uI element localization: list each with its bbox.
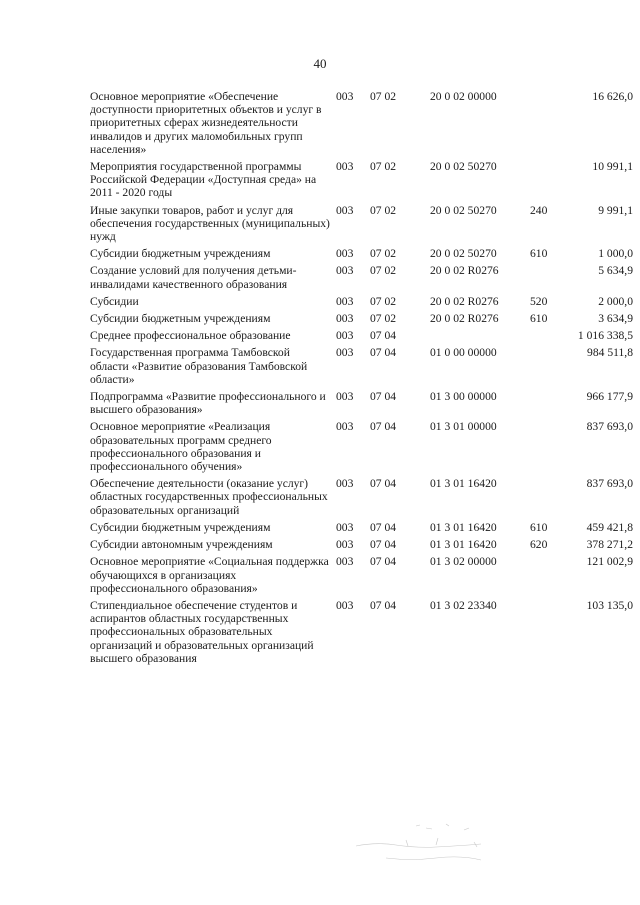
table-row [90, 599, 633, 669]
section-code: 07 04 [370, 538, 397, 552]
amount-value: 5 634,9 [598, 264, 633, 278]
expense-type-code: 610 [530, 520, 548, 534]
expense-type-code [530, 420, 570, 477]
target-article-code: 01 3 01 16420 [430, 538, 497, 552]
expense-type-code: 620 [530, 538, 548, 552]
target-article-code [430, 329, 530, 346]
row-name: Среднее профессиональное образование [90, 329, 291, 343]
table-row [90, 521, 633, 538]
row-name: Основное мероприятие «Обеспечение доступности приоритетных объектов и услуг в приоритетных сферах жизнедеятельности инвалидов и других маломобильных групп населения» [90, 90, 322, 156]
target-article-code: 01 3 02 00000 [430, 555, 497, 569]
amount-value: 9 991,1 [598, 203, 633, 217]
table-row [90, 247, 633, 264]
expense-type-code: 610 [530, 312, 548, 326]
section-code: 07 02 [370, 264, 397, 278]
expense-type-code: 240 [530, 203, 548, 217]
table-row [90, 390, 633, 420]
target-article-code: 01 3 02 23340 [430, 598, 497, 612]
target-article-code: 20 0 02 50270 [430, 247, 497, 261]
table-row [90, 90, 633, 160]
section-code: 07 02 [370, 312, 397, 326]
admin-code: 003 [336, 346, 354, 360]
amount-value: 984 511,8 [587, 346, 633, 360]
page-number: 40 [313, 56, 327, 71]
budget-table [90, 90, 633, 669]
admin-code: 003 [336, 312, 354, 326]
admin-code: 003 [336, 264, 354, 278]
row-name: Субсидии бюджетным учреждениям [90, 247, 271, 261]
row-name: Субсидии бюджетным учреждениям [90, 520, 271, 534]
table-row [90, 329, 633, 346]
amount-value: 378 271,2 [586, 538, 633, 552]
row-name: Субсидии автономным учреждениям [90, 538, 273, 552]
admin-code: 003 [336, 598, 354, 612]
target-article-code: 01 0 00 00000 [430, 346, 497, 360]
target-article-code: 20 0 02 50270 [430, 203, 497, 217]
section-code: 07 02 [370, 294, 397, 308]
target-article-code: 20 0 02 00000 [430, 90, 497, 103]
admin-code: 003 [336, 247, 354, 261]
expense-type-code [530, 90, 570, 160]
amount-value: 103 135,0 [586, 598, 633, 612]
section-code: 07 02 [370, 90, 397, 103]
amount-value: 459 421,8 [586, 520, 633, 534]
expense-type-code [530, 264, 570, 294]
expense-type-code [530, 555, 570, 599]
row-name: Подпрограмма «Развитие профессионального и высшего образования» [90, 390, 326, 417]
amount-value: 10 991,1 [592, 160, 633, 174]
amount-value: 1 016 338,5 [577, 329, 633, 343]
table-row [90, 295, 633, 312]
row-name: Субсидии [90, 294, 139, 308]
table-row [90, 477, 633, 521]
amount-value: 966 177,9 [586, 390, 633, 404]
table-row [90, 555, 633, 599]
expense-type-code [530, 390, 570, 420]
target-article-code: 01 3 01 00000 [430, 420, 497, 434]
amount-value: 1 000,0 [598, 247, 633, 261]
target-article-code: 20 0 02 R0276 [430, 294, 499, 308]
amount-value: 837 693,0 [586, 477, 633, 491]
section-code: 07 04 [370, 390, 397, 404]
row-name: Обеспечение деятельности (оказание услуг) областных государственных профессиональных образовательных организаций [90, 477, 328, 517]
row-name: Создание условий для получения детьми-инвалидами качественного образования [90, 264, 297, 291]
expense-type-code [530, 329, 570, 346]
section-code: 07 04 [370, 520, 397, 534]
expense-type-code: 520 [530, 294, 548, 308]
row-name: Основное мероприятие «Реализация образовательных программ среднего профессионального образования и профессионального обучения» [90, 420, 272, 474]
expense-type-code [530, 599, 570, 669]
expense-type-code [530, 477, 570, 521]
admin-code: 003 [336, 90, 354, 103]
section-code: 07 02 [370, 160, 397, 174]
admin-code: 003 [336, 329, 354, 343]
section-code: 07 02 [370, 247, 397, 261]
table-row [90, 312, 633, 329]
section-code: 07 04 [370, 420, 397, 434]
amount-value: 121 002,9 [586, 555, 633, 569]
section-code: 07 04 [370, 329, 397, 343]
section-code: 07 04 [370, 598, 397, 612]
row-name: Мероприятия государственной программы Российской Федерации «Доступная среда» на 2011 - 2020 годы [90, 160, 317, 200]
admin-code: 003 [336, 160, 354, 174]
section-code: 07 02 [370, 203, 397, 217]
admin-code: 003 [336, 538, 354, 552]
admin-code: 003 [336, 520, 354, 534]
row-name: Субсидии бюджетным учреждениям [90, 312, 271, 326]
faint-stamp-mark [346, 818, 506, 868]
expense-type-code: 610 [530, 247, 548, 261]
amount-value: 16 626,0 [592, 90, 633, 103]
target-article-code: 01 3 01 16420 [430, 520, 497, 534]
amount-value: 837 693,0 [586, 420, 633, 434]
admin-code: 003 [336, 555, 354, 569]
section-code: 07 04 [370, 555, 397, 569]
admin-code: 003 [336, 477, 354, 491]
row-name: Основное мероприятие «Социальная поддержка обучающихся в организациях профессионального образования» [90, 555, 329, 595]
admin-code: 003 [336, 420, 354, 434]
target-article-code: 01 3 01 16420 [430, 477, 497, 491]
table-row [90, 264, 633, 294]
expense-type-code [530, 160, 570, 204]
amount-value: 3 634,9 [598, 312, 633, 326]
target-article-code: 20 0 02 R0276 [430, 264, 499, 278]
table-row [90, 420, 633, 477]
row-name: Стипендиальное обеспечение студентов и аспирантов областных государственных профессиональных образовательных организаций и образовательных организаций высшего образования [90, 598, 314, 665]
section-code: 07 04 [370, 477, 397, 491]
table-row [90, 346, 633, 390]
table-row [90, 204, 633, 248]
target-article-code: 20 0 02 50270 [430, 160, 497, 174]
table-row [90, 160, 633, 204]
expense-type-code [530, 346, 570, 390]
section-code: 07 04 [370, 346, 397, 360]
admin-code: 003 [336, 203, 354, 217]
admin-code: 003 [336, 390, 354, 404]
amount-value: 2 000,0 [598, 294, 633, 308]
row-name: Иные закупки товаров, работ и услуг для обеспечения государственных (муниципальных) нужд [90, 203, 330, 244]
admin-code: 003 [336, 294, 354, 308]
row-name: Государственная программа Тамбовской области «Развитие образования Тамбовской области» [90, 346, 308, 386]
target-article-code: 20 0 02 R0276 [430, 312, 499, 326]
target-article-code: 01 3 00 00000 [430, 390, 497, 404]
table-row [90, 538, 633, 555]
